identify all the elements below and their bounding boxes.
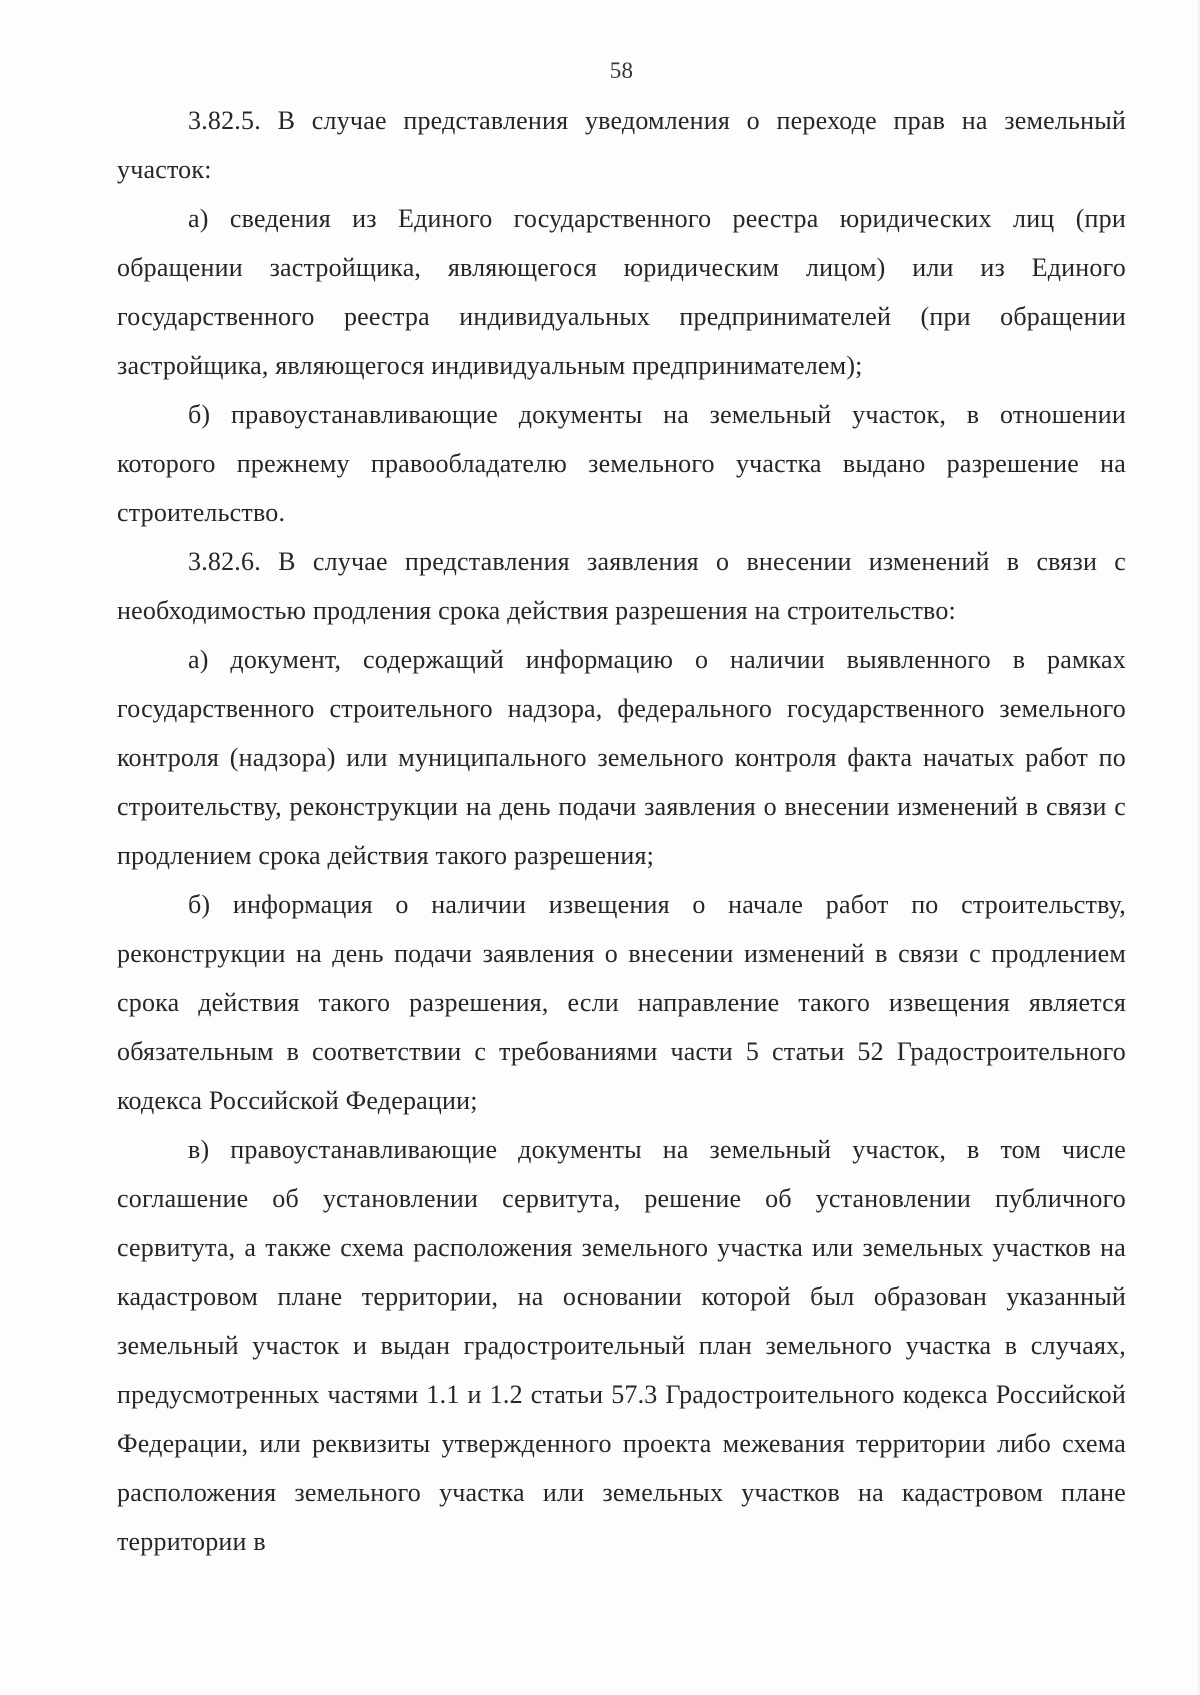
paragraph-3-82-6-b: б) информация о наличии извещения о начале работ по строительству, реконструкции на день подачи заявления о внесении изменений в связи с продлением срока действия такого разрешения, если направление такого извещения является обязательным в соответствии с требованиями части 5 статьи 52 Градостроительного кодекса Российской Федерации; xyxy=(117,890,1126,1115)
document-body xyxy=(117,96,1126,1566)
paragraph-3-82-6-a: а) документ, содержащий информацию о наличии выявленного в рамках государственного строительного надзора, федерального государственного земельного контроля (надзора) или муниципального земельного контроля факта начатых работ по строительству, реконструкции на день подачи заявления о внесении изменений в связи с продлением срока действия такого разрешения; xyxy=(117,645,1126,870)
paragraph-3-82-5-a: а) сведения из Единого государственного реестра юридических лиц (при обращении застройщика, являющегося юридическим лицом) или из Единого государственного реестра индивидуальных предпринимателей (при обращении застройщика, являющегося индивидуальным предпринимателем); xyxy=(117,204,1126,380)
page-number: 58 xyxy=(609,58,634,83)
paragraph-3-82-6: 3.82.6. В случае представления заявления о внесении изменений в связи с необходимостью продления срока действия разрешения на строительство: xyxy=(117,547,1126,625)
paragraph-3-82-6-v: в) правоустанавливающие документы на земельный участок, в том числе соглашение об установлении сервитута, решение об установлении публичного сервитута, а также схема расположения земельного участка или земельных участков на кадастровом плане территории, на основании которой был образован указанный земельный участок и выдан градостроительный план земельного участка в случаях, предусмотренных частями 1.1 и 1.2 статьи 57.3 Градостроительного кодекса Российской Федерации, или реквизиты утвержденного проекта межевания территории либо схема расположения земельного участка или земельных участков на кадастровом плане территории в xyxy=(117,1135,1126,1556)
paragraph-3-82-5-b: б) правоустанавливающие документы на земельный участок, в отношении которого прежнему правообладателю земельного участка выдано разрешение на строительство. xyxy=(117,400,1126,527)
paragraph-3-82-5: 3.82.5. В случае представления уведомления о переходе прав на земельный участок: xyxy=(117,106,1126,184)
